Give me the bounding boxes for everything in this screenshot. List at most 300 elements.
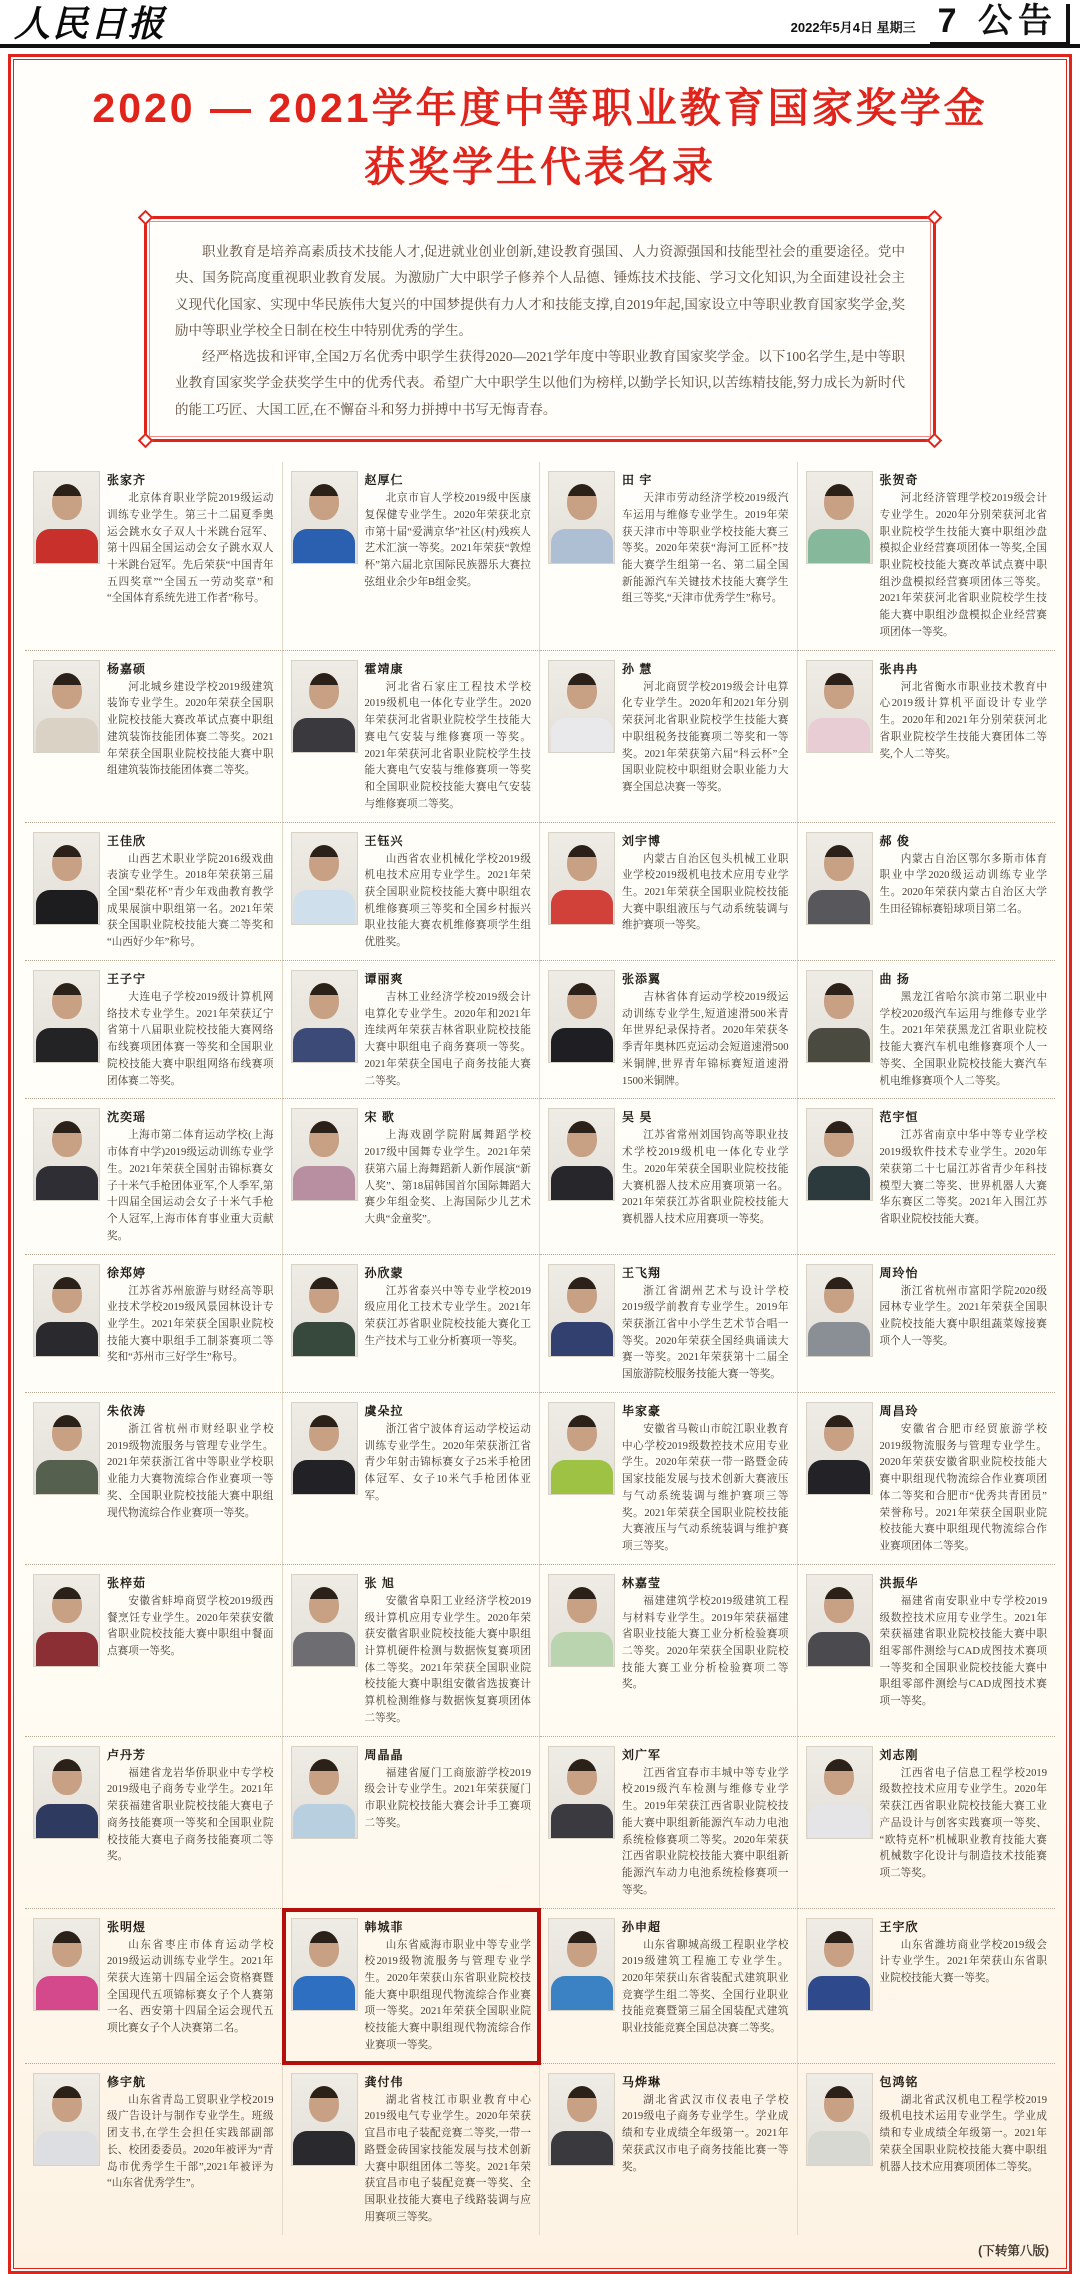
student-name: 张冉冉: [879, 661, 919, 676]
student-name: 宋 歌: [364, 1110, 395, 1125]
student-text: [622, 1918, 789, 2055]
portrait-head: [52, 673, 82, 709]
student-description: 江苏省苏州旅游与财经高等职业技术学校2019级风景园林设计专业学生。2021年荣获全国职业院校技能大赛中职组手工制茶赛项二等奖和“苏州市三好学生”称号。: [107, 1285, 274, 1364]
student-entry: [283, 1099, 541, 1254]
portrait-head: [52, 484, 82, 520]
student-description: 河北商贸学校2019级会计电算化专业学生。2020年和2021年分别荣获河北省职业院校学生技能大赛中职组税务技能赛项二等奖和一等奖。2021年荣获第六届“科云杯”全国职业院校中职组财会职业能力大赛全国总决赛一等奖。: [622, 681, 789, 794]
portrait-head: [52, 1931, 82, 1967]
student-description: 内蒙古自治区包头机械工业职业学校2019级机电技术应用专业学生。2021年荣获全国职业院校技能大赛中职组液压与气动系统装调与维护赛项一等奖。: [622, 853, 789, 932]
portrait-head: [52, 1121, 82, 1157]
student-photo: [806, 1746, 873, 1839]
portrait-torso: [36, 1322, 98, 1356]
student-name: 朱依涛: [107, 1403, 147, 1418]
students-grid: [25, 462, 1055, 2234]
student-entry: [540, 1737, 798, 1909]
student-text: [107, 1264, 274, 1384]
student-entry-highlighted: [283, 1909, 541, 2064]
student-photo: [548, 1402, 615, 1495]
student-entry: [25, 2064, 283, 2235]
student-entry: [540, 1255, 798, 1393]
student-description: 江苏省常州刘国钧高等职业技术学校2019级机电一体化专业学生。2020年荣获全国职业院校技能大赛机器人技术应用赛项第一名。2021年荣获江苏省职业院校技能大赛机器人技术应用赛项一等奖。: [622, 1130, 789, 1226]
portrait-head: [824, 845, 854, 881]
student-entry: [283, 1255, 541, 1393]
portrait-torso: [293, 2131, 355, 2165]
student-entry: [283, 1737, 541, 1909]
student-name: 孙 慧: [622, 661, 653, 676]
student-name: 孙申超: [622, 1919, 662, 1934]
student-entry: [283, 651, 541, 823]
student-description: 安徽省阜阳工业经济学校2019级计算机应用专业学生。2020年荣获安徽省职业院校技能大赛中职组计算机硬件检测与数据恢复赛项团体二等奖。2021年荣获全国职业院校技能大赛中职组安徽省选拔赛计算机检测维修与数据恢复赛项团体二等奖。: [364, 1595, 531, 1724]
portrait-head: [824, 1121, 854, 1157]
continuation-note: (下转第八版): [978, 2243, 1049, 2258]
portrait-head: [567, 2086, 597, 2122]
portrait-head: [567, 1759, 597, 1795]
student-text: [365, 1746, 532, 1900]
student-description: 安徽省蚌埠商贸学校2019级西餐烹饪专业学生。2020年荣获安徽省职业院校技能大赛中职组中餐面点赛项一等奖。: [107, 1595, 274, 1657]
portrait-torso: [808, 1166, 870, 1200]
portrait-torso: [551, 1166, 613, 1200]
portrait-head: [824, 1277, 854, 1313]
student-text: [365, 1918, 532, 2055]
student-entry: [540, 1099, 798, 1254]
portrait-head: [824, 1587, 854, 1623]
portrait-head: [52, 845, 82, 881]
student-text: [107, 1574, 274, 1728]
portrait-head: [567, 1277, 597, 1313]
page-title-line1: 2020 — 2021学年度中等职业教育国家奖学金: [92, 85, 988, 131]
portrait-head: [309, 1277, 339, 1313]
student-name: 郝 俊: [879, 833, 910, 848]
student-entry: [798, 2064, 1056, 2235]
student-photo: [291, 660, 358, 753]
student-entry: [798, 1909, 1056, 2064]
student-text: [880, 1574, 1048, 1728]
student-text: [622, 471, 789, 642]
student-description: 山西省农业机械化学校2019级机电技术应用专业学生。2021年荣获全国职业院校技能大赛中职组农机维修赛项三等奖和全国乡村振兴职业技能大赛农机维修赛项学生组优胜奖。: [364, 853, 531, 949]
student-entry: [25, 1099, 283, 1254]
student-entry: [25, 1909, 283, 2064]
student-entry: [540, 823, 798, 961]
student-entry: [540, 2064, 798, 2235]
student-name: 张 旭: [364, 1575, 395, 1590]
student-name: 王佳欣: [107, 833, 147, 848]
portrait-torso: [293, 529, 355, 563]
student-entry: [540, 651, 798, 823]
student-description: 黑龙江省哈尔滨市第二职业中学校2020级汽车运用与维修专业学生。2021年荣获黑龙江省职业院校技能大赛汽车机电维修赛项个人一等奖、全国职业院校技能大赛汽车机电维修赛项个人二等奖。: [879, 991, 1047, 1087]
portrait-torso: [36, 1460, 98, 1494]
portrait-head: [309, 1587, 339, 1623]
student-description: 江西省电子信息工程学校2019级数控技术应用专业学生。2020年荣获江西省职业院校技能大赛工业产品设计与创客实践赛项一等奖、“欧特克杯”机械职业教育技能大赛机械数字化设计与制造技术技能赛项二等奖。: [879, 1767, 1047, 1880]
portrait-torso: [808, 1632, 870, 1666]
intro-paragraph-1: 职业教育是培养高素质技术技能人才,促进就业创业创新,建设教育强国、人力资源强国和技能型社会的重要途径。党中央、国务院高度重视职业教育发展。为激励广大中职学子修养个人品德、锤炼技术技能、学习文化知识,为全面建设社会主义现代化国家、实现中华民族伟大复兴的中国梦提供有力人才和技能支撑,自2019年起,国家设立中等职业教育国家奖学金,奖励中等职业学校全日制在校生中特别优秀的学生。: [175, 243, 905, 338]
portrait-torso: [808, 1804, 870, 1838]
student-entry: [25, 1565, 283, 1737]
student-text: [107, 2073, 274, 2227]
student-text: [365, 970, 532, 1090]
student-text: [622, 1264, 789, 1384]
student-photo: [291, 1746, 358, 1839]
student-photo: [33, 970, 100, 1063]
student-photo: [548, 660, 615, 753]
portrait-torso: [293, 1632, 355, 1666]
portrait-head: [567, 1415, 597, 1451]
student-entry: [283, 823, 541, 961]
student-photo: [806, 2073, 873, 2166]
student-name: 谭丽爽: [364, 971, 404, 986]
student-text: [107, 660, 274, 814]
student-photo: [806, 1108, 873, 1201]
student-description: 北京体育职业学院2019级运动训练专业学生。第三十二届夏季奥运会跳水女子双人十米跳台冠军、第十四届全国运动会女子跳水双人十米跳台冠军。先后荣获“中国青年五四奖章”“全国五一劳动奖章”和“全国体育系统先进工作者”称号。: [107, 493, 274, 605]
portrait-head: [567, 983, 597, 1019]
portrait-head: [52, 2086, 82, 2122]
newspaper-logo: 人民日报: [14, 3, 167, 45]
portrait-torso: [293, 1166, 355, 1200]
portrait-head: [52, 1277, 82, 1313]
student-description: 上海戏剧学院附属舞蹈学校2017级中国舞专业学生。2021年荣获第六届上海舞蹈新人新作展演“新人奖”、第18届韩国首尔国际舞蹈大赛少年组金奖、上海国际少儿艺术大典“金童奖”。: [364, 1130, 531, 1226]
student-entry: [798, 462, 1056, 651]
portrait-head: [824, 1415, 854, 1451]
student-photo: [548, 832, 615, 925]
portrait-head: [567, 845, 597, 881]
student-text: [880, 471, 1048, 642]
portrait-torso: [808, 890, 870, 924]
portrait-head: [824, 484, 854, 520]
student-entry: [540, 961, 798, 1099]
student-description: 山东省枣庄市体育运动学校2019级运动训练专业学生。2021年荣获大连第十四届全运会资格赛暨全国现代五项锦标赛女子个人赛第一名、西安第十四届全运会现代五项比赛女子个人决赛第二名。: [107, 1939, 274, 2035]
student-description: 浙江省湖州艺术与设计学校2019级学前教育专业学生。2019年荣获浙江省中小学生艺术节合唱一等奖。2020年荣获全国经典诵读大赛一等奖。2021年荣获第十二届全国旅游院校服务技能大赛一等奖。: [622, 1285, 789, 1381]
portrait-torso: [551, 2131, 613, 2165]
student-description: 福建省南安职业中专学校2019级数控技术应用专业学生。2021年荣获福建省职业院校技能大赛中职组零部件测绘与CAD成图技术赛项一等奖和全国职业院校技能大赛中职组零部件测绘与CAD成图技术赛项一等奖。: [879, 1595, 1047, 1708]
portrait-head: [824, 983, 854, 1019]
student-description: 浙江省杭州市富阳学院2020级园林专业学生。2021年荣获全国职业院校技能大赛中职组蔬菜嫁接赛项个人一等奖。: [879, 1285, 1047, 1347]
student-photo: [806, 660, 873, 753]
student-name: 包鸿铭: [879, 2074, 919, 2089]
student-text: [622, 2073, 789, 2227]
portrait-head: [567, 1121, 597, 1157]
portrait-torso: [293, 718, 355, 752]
portrait-head: [309, 1759, 339, 1795]
student-photo: [33, 660, 100, 753]
student-name: 王子宁: [107, 971, 147, 986]
student-description: 浙江省宁波体育运动学校运动训练专业学生。2020年荣获浙江省青少年射击锦标赛女子25米手枪团体冠军、女子10米气手枪团体亚军。: [364, 1423, 531, 1502]
student-entry: [25, 961, 283, 1099]
student-text: [365, 1574, 532, 1728]
portrait-head: [567, 1587, 597, 1623]
portrait-torso: [36, 1976, 98, 2010]
student-text: [622, 1108, 789, 1245]
student-text: [107, 1746, 274, 1900]
student-photo: [806, 970, 873, 1063]
portrait-torso: [36, 1804, 98, 1838]
student-text: [365, 2073, 532, 2227]
student-text: [107, 471, 274, 642]
student-entry: [540, 462, 798, 651]
student-photo: [291, 1574, 358, 1667]
portrait-torso: [293, 890, 355, 924]
portrait-head: [824, 673, 854, 709]
student-name: 刘宇博: [622, 833, 662, 848]
portrait-head: [824, 2086, 854, 2122]
student-description: 江西省宜春市丰城中等专业学校2019级汽车检测与维修专业学生。2019年荣获江西省职业院校技能大赛中职组新能源汽车动力电池系统检修赛项二等奖。2020年荣获江西省职业院校技能大赛中职组新能源汽车动力电池系统检修赛项一等奖。: [622, 1767, 789, 1896]
portrait-head: [309, 1121, 339, 1157]
student-photo: [291, 1264, 358, 1357]
student-photo: [806, 1402, 873, 1495]
student-entry: [798, 651, 1056, 823]
student-text: [880, 1108, 1048, 1245]
portrait-head: [309, 983, 339, 1019]
student-entry: [798, 1255, 1056, 1393]
student-name: 张明煜: [107, 1919, 147, 1934]
student-photo: [33, 471, 100, 564]
portrait-torso: [551, 1322, 613, 1356]
portrait-head: [309, 1931, 339, 1967]
student-entry: [798, 1393, 1056, 1565]
corner-ornament: [138, 433, 154, 449]
portrait-torso: [808, 1028, 870, 1062]
portrait-torso: [808, 2131, 870, 2165]
portrait-head: [824, 1931, 854, 1967]
student-entry: [25, 462, 283, 651]
student-description: 湖北省武汉机电工程学校2019级机电技术运用专业学生。学业成绩和专业成绩全年级第一。2021年荣获全国职业院校技能大赛中职组机器人技术应用赛项团体二等奖。: [879, 2094, 1047, 2173]
portrait-torso: [293, 1804, 355, 1838]
student-name: 周玲怡: [879, 1265, 919, 1280]
student-name: 徐郑婷: [107, 1265, 147, 1280]
student-name: 周晶晶: [364, 1747, 404, 1762]
student-text: [365, 1108, 532, 1245]
student-description: 湖北省枝江市职业教育中心2019级电气专业学生。2020年荣获宜昌市电子装配竞赛二等奖,一带一路暨金砖国家技能发展与技术创新大赛中职组团体二等奖。2021年荣获宜昌市电子装配竞赛一等奖、全国职业技能大赛电子线路装调与应用赛项三等奖。: [364, 2094, 531, 2223]
student-text: [365, 1264, 532, 1384]
student-photo: [33, 1918, 100, 2011]
portrait-torso: [808, 1460, 870, 1494]
student-text: [365, 660, 532, 814]
portrait-torso: [36, 2131, 98, 2165]
student-entry: [540, 1393, 798, 1565]
student-entry: [283, 961, 541, 1099]
student-entry: [25, 1393, 283, 1565]
student-name: 范宇恒: [879, 1110, 919, 1125]
portrait-head: [567, 484, 597, 520]
student-description: 山东省聊城高级工程职业学校2019级建筑工程施工专业学生。2020年荣获山东省装配式建筑职业竞赛学生组二等奖、全国行业职业技能竞赛暨第三届全国装配式建筑职业技能竞赛全国总决赛二等奖。: [622, 1939, 789, 2035]
student-name: 张贺奇: [879, 473, 919, 488]
student-description: 江苏省南京中华中等专业学校2019级软件技术专业学生。2020年荣获第二十七届江苏省青少年科技模型大赛二等奖、世界机器人大赛华东赛区二等奖。2021年入围江苏省职业院校技能大赛。: [879, 1130, 1047, 1226]
portrait-torso: [551, 1632, 613, 1666]
student-name: 吴 昊: [622, 1110, 653, 1125]
portrait-torso: [808, 529, 870, 563]
student-name: 修宇航: [107, 2074, 147, 2089]
student-text: [622, 660, 789, 814]
portrait-torso: [36, 1028, 98, 1062]
student-photo: [548, 1746, 615, 1839]
student-name: 林嘉莹: [622, 1575, 662, 1590]
portrait-torso: [808, 1322, 870, 1356]
student-description: 上海市第二体育运动学校(上海市体育中学)2019级运动训练专业学生。2021年荣获全国射击锦标赛女子十米气手枪团体亚军,个人季军,第十四届全国运动会女子十米气手枪个人冠军,上海市体育事业重大贡献奖。: [107, 1130, 274, 1242]
student-name: 田 宇: [622, 473, 653, 488]
student-photo: [548, 1108, 615, 1201]
student-description: 河北省石家庄工程技术学校2019级机电一体化专业学生。2020年荣获河北省职业院校学生技能大赛电气安装与维修赛项一等奖。2021年荣获河北省职业院校学生技能大赛电气安装与维修赛项一等奖和全国职业院校技能大赛电气安装与维修赛项二等奖。: [364, 681, 531, 810]
student-text: [880, 1746, 1048, 1900]
student-description: 江苏省泰兴中等专业学校2019级应用化工技术专业学生。2021年荣获江苏省职业院校技能大赛化工生产技术与工业分析赛项一等奖。: [364, 1285, 531, 1347]
portrait-torso: [551, 718, 613, 752]
student-entry: [798, 1099, 1056, 1254]
portrait-head: [567, 1931, 597, 1967]
student-text: [880, 1918, 1048, 2055]
student-name: 张梓茹: [107, 1575, 147, 1590]
student-photo: [548, 970, 615, 1063]
student-text: [107, 832, 274, 952]
portrait-torso: [293, 1460, 355, 1494]
student-name: 张添翼: [622, 971, 662, 986]
student-name: 韩城菲: [364, 1919, 404, 1934]
student-photo: [806, 1918, 873, 2011]
corner-ornament: [927, 210, 943, 226]
portrait-torso: [551, 1976, 613, 2010]
portrait-torso: [36, 890, 98, 924]
student-photo: [548, 1918, 615, 2011]
student-entry: [25, 1737, 283, 1909]
student-entry: [283, 1393, 541, 1565]
student-description: 福建省龙岩华侨职业中专学校2019级电子商务专业学生。2021年荣获福建省职业院校技能大赛电子商务技能赛项一等奖和全国职业院校技能大赛电子商务技能赛项二等奖。: [107, 1767, 274, 1863]
student-text: [107, 1108, 274, 1245]
student-text: [107, 970, 274, 1090]
student-entry: [798, 961, 1056, 1099]
student-photo: [291, 2073, 358, 2166]
student-name: 洪振华: [879, 1575, 919, 1590]
student-name: 赵厚仁: [364, 473, 404, 488]
student-description: 安徽省合肥市经贸旅游学校2019级物流服务与管理专业学生。2020年荣获安徽省职业院校技能大赛中职组现代物流综合作业赛项团体二等奖和合肥市“优秀共青团员”荣誉称号。2021年荣获全国职业院校技能大赛中职组现代物流综合作业赛项团体二等奖。: [879, 1423, 1047, 1553]
portrait-torso: [36, 1632, 98, 1666]
student-description: 大连电子学校2019级计算机网络技术专业学生。2021年荣获辽宁省第十八届职业院校技能大赛网络布线赛项团体赛一等奖和全国职业院校技能大赛中职组网络布线赛项团体赛二等奖。: [107, 991, 274, 1087]
student-photo: [291, 471, 358, 564]
portrait-head: [309, 1415, 339, 1451]
student-name: 王钰兴: [364, 833, 404, 848]
student-photo: [548, 471, 615, 564]
student-text: [622, 832, 789, 952]
student-text: [880, 832, 1048, 952]
student-entry: [25, 651, 283, 823]
portrait-torso: [36, 1166, 98, 1200]
student-text: [365, 832, 532, 952]
portrait-torso: [551, 1804, 613, 1838]
portrait-torso: [293, 1322, 355, 1356]
student-description: 山东省青岛工贸职业学校2019级广告设计与制作专业学生。班级团支书,在学生会担任实践部副部长、校团委委员。2020年被评为“青岛市优秀学生干部”,2021年被评为“山东省优秀学生”。: [107, 2094, 274, 2190]
student-entry: [25, 1255, 283, 1393]
student-text: [880, 1402, 1048, 1556]
student-photo: [291, 832, 358, 925]
portrait-head: [52, 1587, 82, 1623]
student-text: [107, 1402, 274, 1556]
student-text: [365, 471, 532, 642]
student-description: 山东省潍坊商业学校2019级会计专业学生。2021年荣获山东省职业院校技能大赛一等奖。: [879, 1939, 1047, 1984]
student-entry: [283, 1565, 541, 1737]
student-text: [880, 2073, 1048, 2227]
student-photo: [33, 1108, 100, 1201]
student-description: 湖北省武汉市仪表电子学校2019级电子商务专业学生。学业成绩和专业成绩全年级第一。2021年荣获武汉市电子商务技能比赛一等奖。: [622, 2094, 789, 2173]
student-photo: [548, 1264, 615, 1357]
portrait-torso: [551, 890, 613, 924]
portrait-head: [309, 673, 339, 709]
red-page-frame: [8, 54, 1072, 2274]
masthead: [0, 0, 1080, 48]
student-photo: [548, 2073, 615, 2166]
intro-box: [144, 216, 936, 442]
portrait-head: [309, 845, 339, 881]
student-description: 吉林省体育运动学校2019级运动训练专业学生,短道速滑500米青年世界纪录保持者。2020年荣获冬季青年奥林匹克运动会短道速滑500米铜牌,世界青年锦标赛短道速滑1500米铜牌。: [622, 991, 789, 1087]
portrait-head: [52, 1759, 82, 1795]
portrait-torso: [36, 718, 98, 752]
portrait-torso: [293, 1028, 355, 1062]
student-photo: [291, 1108, 358, 1201]
student-name: 王飞翔: [622, 1265, 662, 1280]
student-photo: [33, 1746, 100, 1839]
portrait-head: [824, 1759, 854, 1795]
portrait-torso: [293, 1976, 355, 2010]
student-name: 虞朵拉: [364, 1403, 404, 1418]
student-text: [880, 660, 1048, 814]
portrait-head: [52, 1415, 82, 1451]
student-entry: [798, 1565, 1056, 1737]
student-description: 河北经济管理学校2019级会计专业学生。2020年分别荣获河北省职业院校学生技能大赛中职组沙盘模拟企业经营赛项团体一等奖,全国职业院校技能大赛改革试点赛中职组沙盘模拟经营赛项团体三等奖。2021年荣获河北省职业院校学生技能大赛中职组沙盘模拟企业经营赛项团体一等奖。: [879, 493, 1047, 638]
student-entry: [540, 1909, 798, 2064]
portrait-head: [309, 484, 339, 520]
student-description: 河北城乡建设学校2019级建筑装饰专业学生。2020年荣获全国职业院校技能大赛改革试点赛中职组建筑装饰技能团体赛二等奖。2021年荣获全国职业院校技能大赛中职组建筑装饰技能团体赛二等奖。: [107, 681, 274, 777]
portrait-torso: [36, 529, 98, 563]
student-text: [622, 1402, 789, 1556]
student-entry: [283, 2064, 541, 2235]
student-photo: [291, 1402, 358, 1495]
student-photo: [33, 1264, 100, 1357]
page-title: [25, 79, 1055, 198]
student-description: 内蒙古自治区鄂尔多斯市体育职业中学2020级运动训练专业学生。2020年荣获内蒙古自治区大学生田径锦标赛铅球项目第二名。: [879, 853, 1047, 915]
student-name: 龚付伟: [364, 2074, 404, 2089]
student-photo: [291, 1918, 358, 2011]
student-entry: [798, 1737, 1056, 1909]
student-entry: [283, 462, 541, 651]
student-name: 毕家豪: [622, 1403, 662, 1418]
student-photo: [806, 1574, 873, 1667]
student-name: 孙欣蒙: [364, 1265, 404, 1280]
student-name: 王宇欣: [879, 1919, 919, 1934]
student-text: [622, 1746, 789, 1900]
student-name: 刘广军: [622, 1747, 662, 1762]
student-photo: [33, 1574, 100, 1667]
student-text: [880, 970, 1048, 1090]
portrait-torso: [551, 529, 613, 563]
student-text: [880, 1264, 1048, 1384]
student-description: 福建省厦门工商旅游学校2019级会计专业学生。2021年荣获厦门市职业院校技能大赛会计手工赛项二等奖。: [364, 1767, 531, 1829]
student-name: 曲 扬: [879, 971, 910, 986]
portrait-torso: [551, 1460, 613, 1494]
student-description: 河北省衡水市职业技术教育中心2019级计算机平面设计专业学生。2020年和2021年分别荣获河北省职业院校学生技能大赛团体二等奖,个人二等奖。: [879, 681, 1047, 760]
student-description: 吉林工业经济学校2019级会计电算化专业学生。2020年和2021年连续两年荣获吉林省职业院校技能大赛中职组电子商务赛项一等奖。2021年荣获全国电子商务技能大赛二等奖。: [364, 991, 531, 1087]
student-name: 马烨琳: [622, 2074, 662, 2089]
student-name: 沈奕瑶: [107, 1110, 147, 1125]
student-photo: [806, 1264, 873, 1357]
student-description: 福建建筑学校2019级建筑工程与材料专业学生。2019年荣获福建省职业技能大赛工业分析检验赛项二等奖。2020年荣获全国职业院校技能大赛工业分析检验赛项二等奖。: [622, 1595, 789, 1691]
student-photo: [291, 970, 358, 1063]
student-photo: [33, 1402, 100, 1495]
student-description: 安徽省马鞍山市皖江职业教育中心学校2019级数控技术应用专业学生。2020年荣获一带一路暨金砖国家技能发展与技术创新大赛液压与气动系统装调与维护赛项三等奖。2021年荣获全国职业院校技能大赛液压与气动系统装调与维护赛项三等奖。: [622, 1423, 789, 1553]
student-entry: [798, 823, 1056, 961]
portrait-head: [309, 2086, 339, 2122]
student-description: 浙江省杭州市财经职业学校2019级物流服务与管理专业学生。2021年荣获浙江省中等职业学校职业能力大赛物流综合作业赛项一等奖、全国职业院校技能大赛中职组现代物流综合作业赛项一等奖。: [107, 1423, 274, 1519]
student-entry: [540, 1565, 798, 1737]
corner-ornament: [138, 210, 154, 226]
student-description: 天津市劳动经济学校2019级汽车运用与维修专业学生。2019年荣获天津市中等职业学校技能大赛三等奖。2020年荣获“海河工匠杯”技能大赛学生组第一名、第二届全国新能源汽车关键技术技能大赛学生组三等奖,“天津市优秀学生”称号。: [622, 493, 789, 605]
student-text: [107, 1918, 274, 2055]
student-text: [622, 970, 789, 1090]
student-name: 周昌玲: [879, 1403, 919, 1418]
student-name: 张家齐: [107, 473, 147, 488]
